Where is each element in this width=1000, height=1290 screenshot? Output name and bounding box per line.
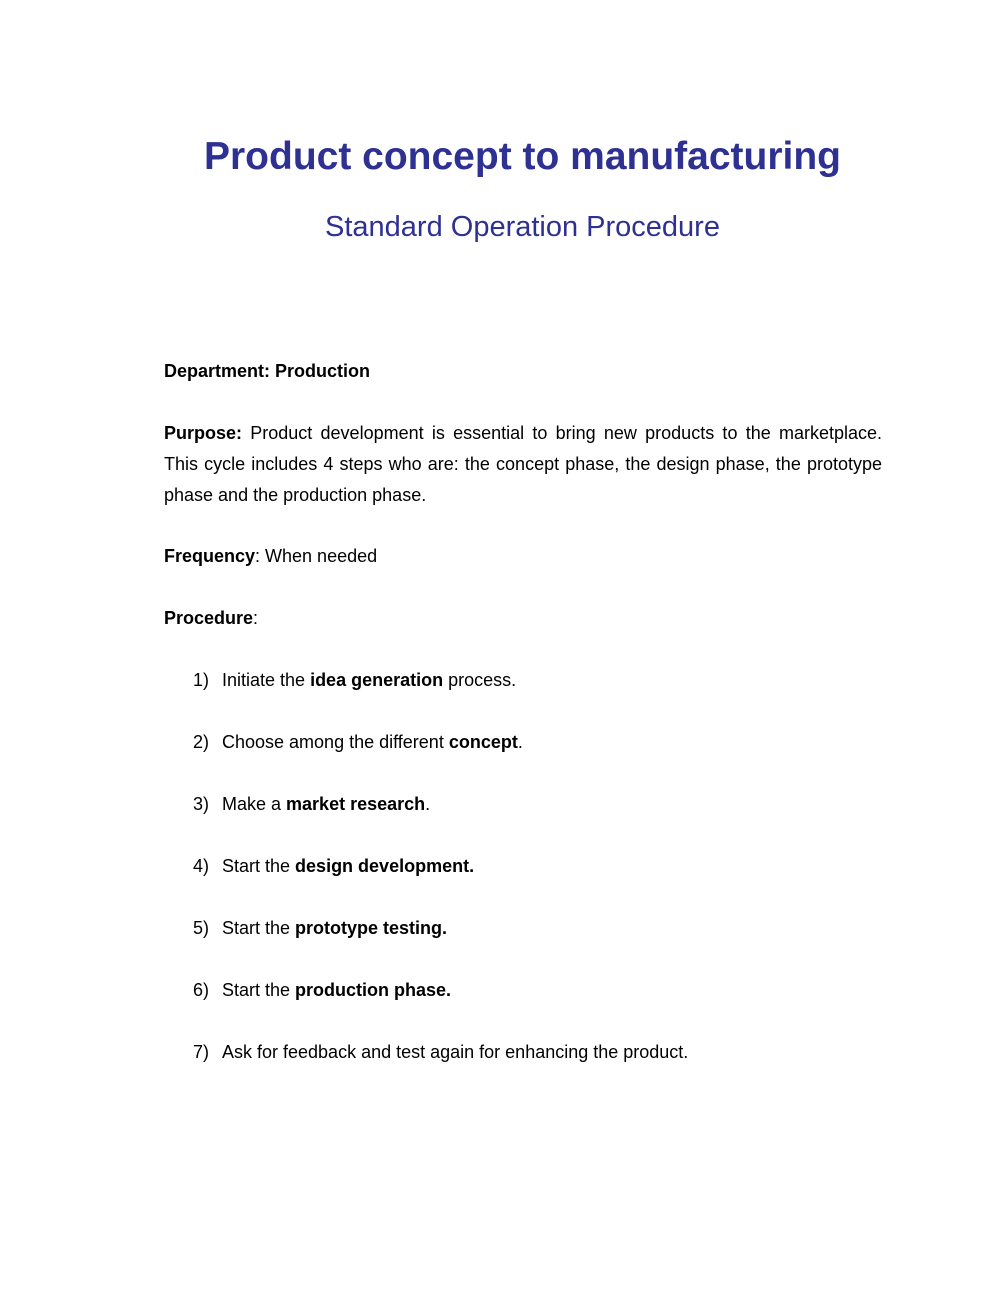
step-text-end: . xyxy=(425,794,431,814)
frequency-value: : When needed xyxy=(255,546,378,566)
step-number: 6) xyxy=(193,980,210,1000)
step-number: 4) xyxy=(193,856,210,876)
step-keyword: design development. xyxy=(295,856,475,876)
procedure-step xyxy=(193,665,516,696)
procedure-step xyxy=(193,727,523,758)
department-label: Department: Production xyxy=(164,361,371,381)
step-text: Start the xyxy=(222,918,296,938)
purpose-paragraph xyxy=(164,418,882,511)
frequency-line xyxy=(164,541,882,572)
step-keyword: production phase. xyxy=(295,980,452,1000)
procedure-step xyxy=(193,975,451,1006)
step-number: 3) xyxy=(193,794,210,814)
document-title: Product concept to manufacturing xyxy=(203,135,842,178)
purpose-text: Product development is essential to bring new products to the marketplace. This cycle includes 4 steps who are: the concept phase, the design phase, the prototype phase and the production phase. xyxy=(164,423,882,505)
step-keyword: concept xyxy=(448,732,518,752)
procedure-step xyxy=(193,913,447,944)
procedure-step xyxy=(193,789,430,820)
step-text: Start the xyxy=(222,980,296,1000)
department-line xyxy=(164,356,882,387)
step-text-end: process. xyxy=(443,670,517,690)
step-text: Choose among the different xyxy=(222,732,449,752)
step-text: Initiate the xyxy=(222,670,311,690)
frequency-label: Frequency xyxy=(164,546,256,566)
step-number: 1) xyxy=(193,670,210,690)
step-text: Make a xyxy=(222,794,287,814)
procedure-step xyxy=(193,851,474,882)
step-keyword: market research xyxy=(286,794,426,814)
step-text-end: . xyxy=(517,732,523,752)
purpose-label: Purpose: xyxy=(164,423,243,443)
procedure-heading xyxy=(164,603,882,634)
step-keyword: prototype testing. xyxy=(295,918,448,938)
step-number: 2) xyxy=(193,732,210,752)
step-number: 7) xyxy=(193,1042,210,1062)
procedure-colon: : xyxy=(253,608,259,628)
step-text: Ask for feedback and test again for enhancing the product. xyxy=(222,1042,689,1062)
procedure-step xyxy=(193,1037,688,1068)
step-number: 5) xyxy=(193,918,210,938)
document-subtitle: Standard Operation Procedure xyxy=(325,211,720,243)
step-keyword: idea generation xyxy=(310,670,444,690)
step-text: Start the xyxy=(222,856,296,876)
procedure-label: Procedure xyxy=(164,608,254,628)
